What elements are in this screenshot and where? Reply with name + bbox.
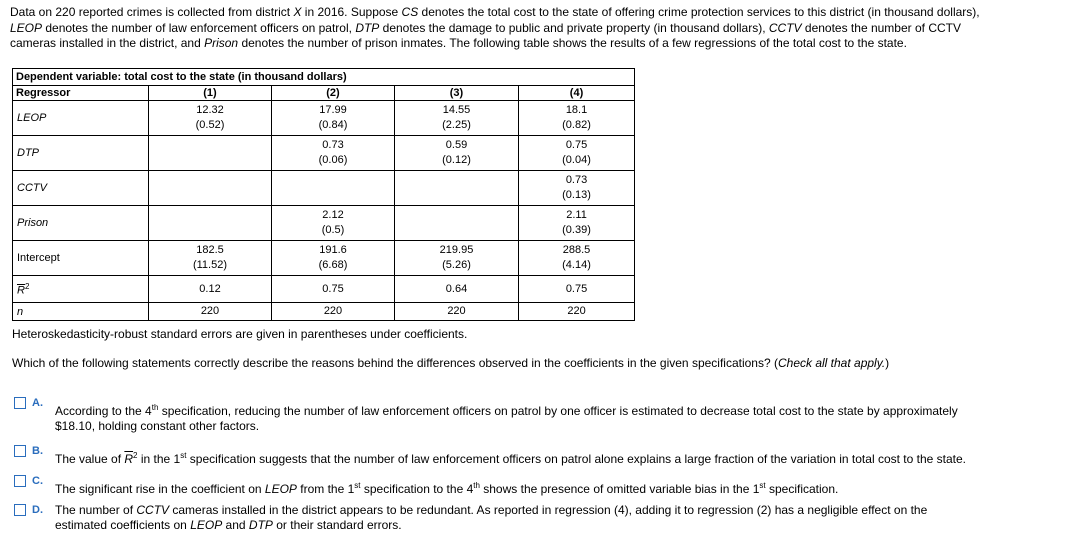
table-cell — [395, 101, 519, 136]
intro-text: denotes the number of prison inmates. The following table shows the results of a few regressions of the total cost to the state. — [238, 36, 907, 50]
intro-text: denotes the total cost to the state of offering crime protection services to this district (in thousand dollars), — [418, 5, 980, 19]
r2-value: 0.75 — [519, 276, 635, 303]
standard-error: (6.68) — [318, 259, 348, 271]
table-cell — [272, 206, 395, 241]
checkbox-c[interactable] — [14, 475, 26, 487]
option-text: in the 1 — [137, 452, 181, 466]
table-row-r2 — [13, 276, 635, 303]
option-a[interactable] — [14, 396, 958, 433]
option-d-text[interactable] — [55, 503, 1065, 533]
option-text: specification, reducing the number of law enforcement officers on patrol by one officer is estimated to decrease total cost to the state by approximately — [158, 404, 958, 418]
option-b-text[interactable] — [55, 448, 1065, 467]
row-label — [13, 101, 149, 136]
intro-var-prison: Prison — [204, 36, 239, 50]
coefficient: 0.59 — [445, 139, 468, 151]
option-letter-a: A. — [32, 397, 43, 409]
question-text: Which of the following statements correctly describe the reasons behind the differences observed in the coefficients in the given specifications? ( — [12, 356, 778, 370]
coefficient: 191.6 — [319, 244, 347, 256]
table-cell — [519, 171, 635, 206]
row-label-n — [13, 303, 149, 321]
option-text: from the 1 — [296, 482, 355, 496]
header-spec-4: (4) — [519, 86, 635, 101]
option-sup: 2 — [133, 451, 138, 460]
option-text: The number of — [55, 503, 137, 517]
coefficient: 0.73 — [565, 174, 588, 186]
row-label-text: LEOP — [17, 112, 47, 124]
n-symbol: n — [17, 305, 24, 318]
option-text: cameras installed in the district appears to be redundant. As reported in regression (4), adding it to regression (2) has a negligible effect on the — [169, 503, 928, 517]
table-row — [13, 206, 635, 241]
checkbox-b[interactable] — [14, 445, 26, 457]
standard-error: (0.5) — [321, 224, 345, 236]
r2-value: 0.75 — [272, 276, 395, 303]
row-label — [13, 241, 149, 276]
standard-error: (4.14) — [562, 259, 591, 271]
option-text: According to the 4 — [55, 404, 152, 418]
standard-error: (11.52) — [192, 259, 228, 271]
intro-var-cctv: CCTV — [768, 20, 802, 35]
header-spec-1: (1) — [149, 86, 272, 101]
n-value: 220 — [519, 303, 635, 321]
r2-value: 0.12 — [149, 276, 272, 303]
table-row — [13, 241, 635, 276]
standard-error: (0.52) — [195, 119, 225, 131]
row-label — [13, 136, 149, 171]
table-cell — [149, 241, 272, 276]
table-header-row — [13, 86, 635, 101]
question-hint: Check all that apply. — [777, 356, 886, 370]
intro-text: denotes the damage to public and private property (in thousand dollars), — [379, 20, 769, 35]
option-var: LEOP — [190, 518, 223, 532]
standard-error: (0.12) — [442, 154, 471, 166]
option-text: $18.10, holding constant other factors. — [55, 419, 260, 433]
row-label-text: CCTV — [17, 182, 47, 194]
problem-intro — [10, 5, 1065, 52]
standard-error: (5.26) — [442, 259, 471, 271]
option-a-text[interactable] — [55, 400, 1065, 434]
table-cell — [149, 136, 272, 171]
option-sup: th — [473, 481, 480, 490]
table-cell — [395, 171, 519, 206]
row-label — [13, 171, 149, 206]
coefficient: 182.5 — [196, 244, 224, 256]
option-text: specification. — [765, 482, 839, 496]
option-var: CCTV — [136, 503, 170, 517]
intro-var-cs: CS — [401, 5, 419, 19]
r2-value: 0.64 — [395, 276, 519, 303]
coefficient: 2.12 — [322, 209, 344, 221]
table-cell — [272, 136, 395, 171]
option-b[interactable] — [14, 444, 966, 466]
n-value: 220 — [149, 303, 272, 321]
option-letter-d: D. — [32, 504, 43, 516]
standard-error: (0.39) — [562, 224, 591, 236]
coefficient: 17.99 — [319, 104, 347, 116]
table-cell — [395, 241, 519, 276]
intro-var-leop: LEOP — [10, 20, 43, 35]
table-cell — [519, 101, 635, 136]
question-prompt — [12, 356, 889, 370]
intro-text: cameras installed in the district, and — [10, 36, 205, 50]
standard-error: (2.25) — [442, 119, 471, 131]
table-cell — [272, 241, 395, 276]
coefficient: 0.75 — [565, 139, 588, 151]
n-value: 220 — [272, 303, 395, 321]
option-text: or their standard errors. — [272, 518, 402, 532]
r2-symbol: $\overline{R}$ — [17, 284, 25, 297]
option-sup: st — [759, 481, 766, 490]
option-sup: th — [151, 403, 159, 412]
option-text: specification to the 4 — [360, 482, 474, 496]
standard-error: (0.04) — [562, 154, 591, 166]
option-text: shows the presence of omitted variable bias in the 1 — [479, 482, 760, 496]
intro-text: denotes the number of law enforcement officers on patrol, — [42, 20, 356, 35]
option-c-text[interactable] — [55, 478, 1065, 497]
intro-text: in 2016. Suppose — [301, 5, 402, 19]
option-text: estimated coefficients on — [55, 518, 191, 532]
coefficient: 18.1 — [565, 104, 588, 116]
regression-table — [12, 68, 635, 321]
coefficient: 2.11 — [566, 209, 587, 221]
table-row-n — [13, 303, 635, 321]
table-cell — [272, 101, 395, 136]
table-footnote: Heteroskedasticity-robust standard errors are given in parentheses under coefficients. — [12, 327, 468, 341]
intro-var-dtp: DTP — [355, 20, 380, 35]
row-label-text: Prison — [17, 217, 49, 229]
row-label-text: Intercept — [17, 252, 60, 264]
row-label-text: DTP — [17, 147, 39, 159]
table-caption: Dependent variable: total cost to the state (in thousand dollars) — [13, 69, 635, 86]
header-spec-2: (2) — [272, 86, 395, 101]
table-cell — [149, 101, 272, 136]
intro-var-x: X — [293, 5, 302, 19]
row-label-r2 — [13, 276, 149, 303]
header-regressor: Regressor — [13, 86, 149, 101]
option-letter-b: B. — [32, 445, 43, 457]
option-sup: st — [180, 451, 187, 460]
table-cell — [395, 136, 519, 171]
coefficient: 219.95 — [439, 244, 474, 256]
option-var: DTP — [248, 518, 273, 532]
table-cell — [519, 136, 635, 171]
question-close: ) — [885, 356, 890, 370]
standard-error: (0.06) — [318, 154, 348, 166]
intro-text: Data on 220 reported crimes is collected from district — [10, 5, 294, 19]
standard-error: (0.13) — [562, 189, 591, 201]
table-cell — [519, 241, 635, 276]
coefficient: 14.55 — [442, 104, 471, 116]
option-text: The value of — [55, 452, 125, 466]
checkbox-d[interactable] — [14, 504, 26, 516]
option-text: and — [222, 518, 249, 532]
table-row — [13, 136, 635, 171]
n-value: 220 — [395, 303, 519, 321]
option-d[interactable] — [14, 503, 928, 532]
option-c[interactable] — [14, 474, 839, 496]
table-row — [13, 101, 635, 136]
table-cell — [149, 171, 272, 206]
coefficient: 12.32 — [196, 104, 224, 116]
table-cell — [395, 206, 519, 241]
option-text: specification suggests that the number of law enforcement officers on patrol alone explains a large fraction of the variation in total cost to the state. — [186, 452, 966, 466]
standard-error: (0.84) — [318, 119, 348, 131]
r2-symbol: $\overline{R}$ — [124, 452, 134, 466]
table-cell — [149, 206, 272, 241]
table-cell — [272, 171, 395, 206]
option-letter-c: C. — [32, 475, 43, 487]
option-text: The significant rise in the coefficient on — [55, 482, 265, 496]
header-spec-3: (3) — [395, 86, 519, 101]
coefficient: 0.73 — [322, 139, 344, 151]
table-cell — [519, 206, 635, 241]
option-sup: st — [354, 481, 361, 490]
row-label — [13, 206, 149, 241]
standard-error: (0.82) — [562, 119, 591, 131]
r2-sup: 2 — [24, 281, 30, 291]
table-row — [13, 171, 635, 206]
option-var: LEOP — [264, 482, 297, 496]
intro-text: denotes the number of CCTV — [801, 20, 961, 35]
coefficient: 288.5 — [562, 244, 591, 256]
checkbox-a[interactable] — [14, 397, 26, 409]
